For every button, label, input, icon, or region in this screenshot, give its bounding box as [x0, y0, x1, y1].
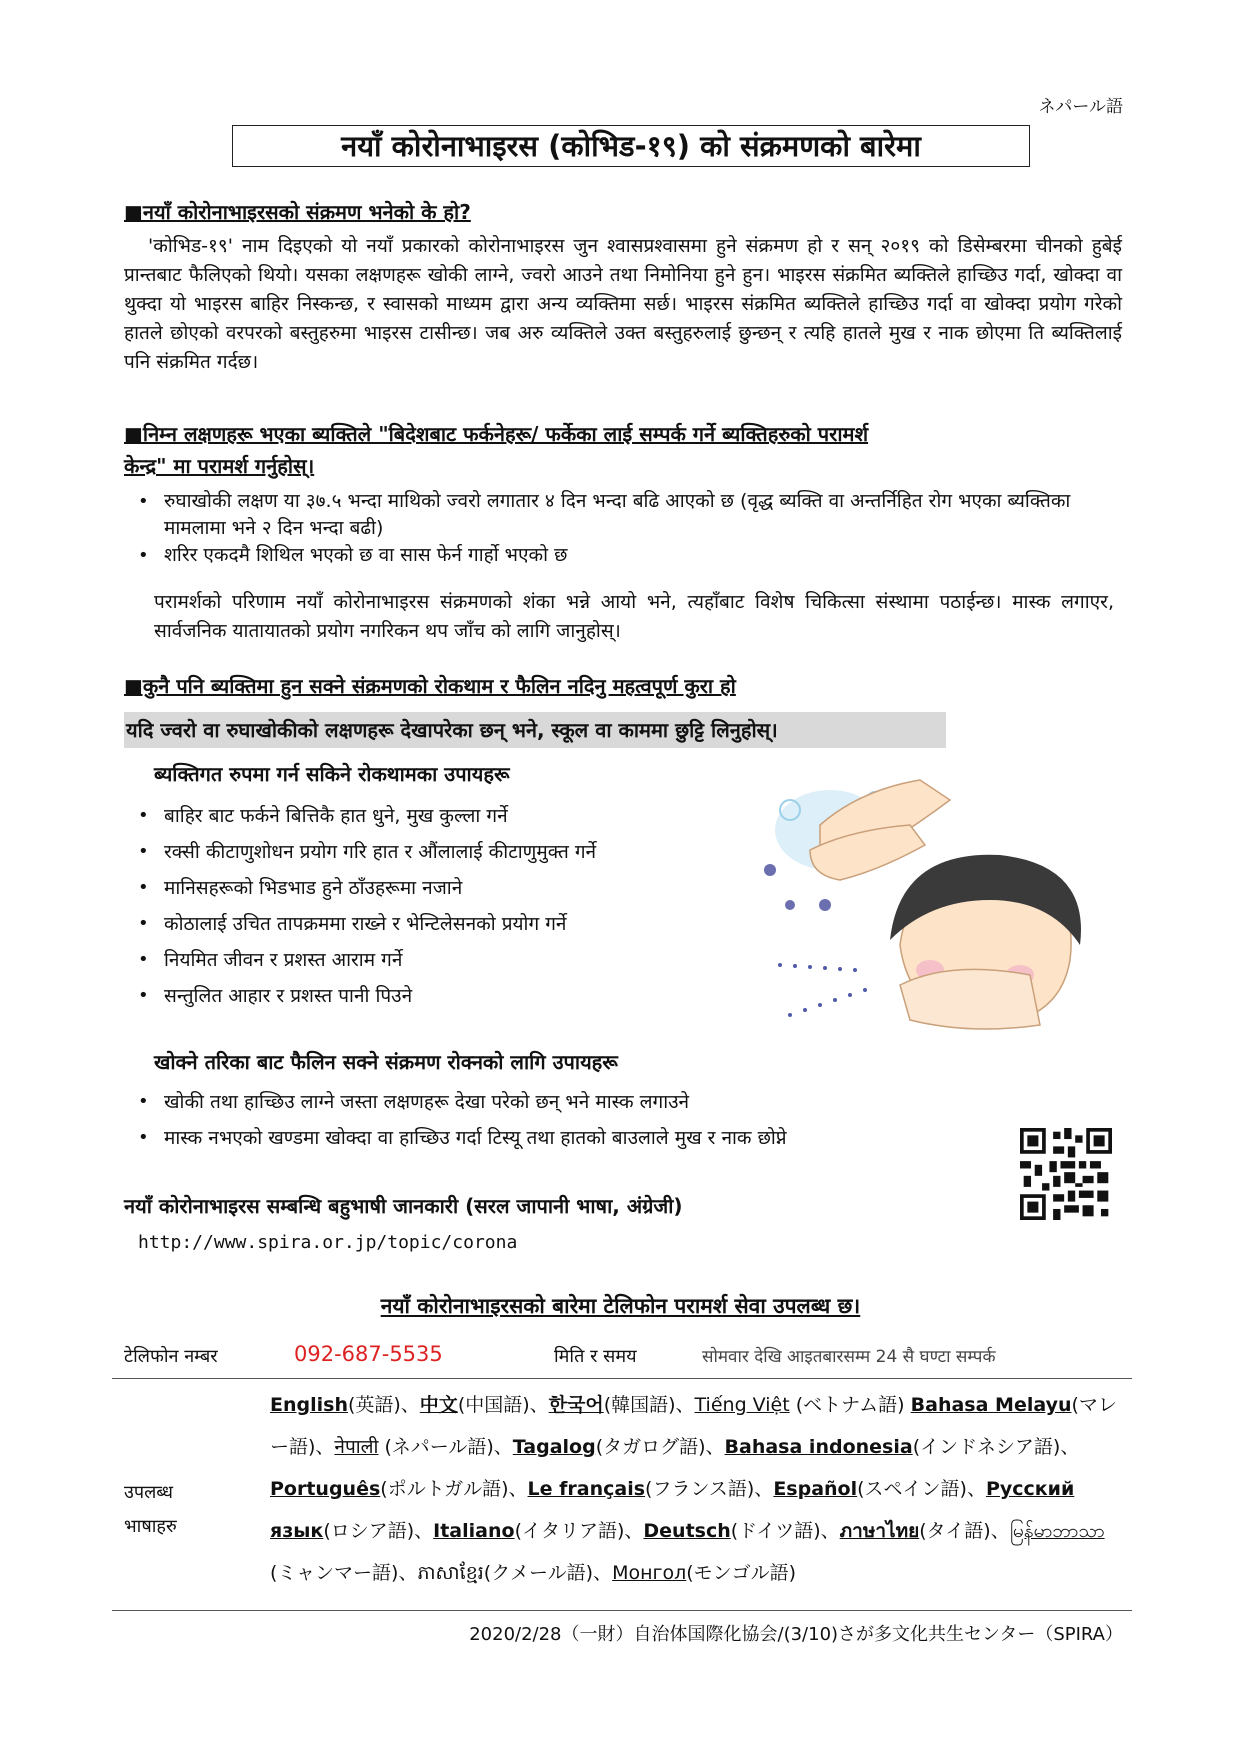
language-link[interactable]: Português	[270, 1478, 381, 1500]
phone-consult-title: नयाँ कोरोनाभाइरसको बारेमा टेलिफोन परामर्श सेवा उपलब्ध छ।	[380, 1294, 861, 1318]
language-japanese-name: (ポルトガル語)、	[380, 1478, 528, 1500]
personal-measures-title: ब्यक्तिगत रुपमा गर्न सकिने रोकथामका उपायहरू	[154, 762, 510, 786]
handwash-and-cough-illustration-icon	[750, 770, 1130, 1070]
section1-body: 'कोभिड-१९' नाम दिइएको यो नयाँ प्रकारको कोरोनाभाइरस जुन श्वासप्रश्वासमा हुने संक्रमण हो र सन् २०१९ को डिसेम्बरमा चीनको हुबेई प्रान्तबाट फैलिएको थियो। यसका लक्षणहरू खोकी लाग्ने, ज्वरो आउने तथा निमोनिया हुने हुन। भाइरस संक्रमित ब्यक्तिले हाच्छिउ गर्दा, खोक्दा वा थुक्दा यो भाइरस बाहिर निस्कन्छ, र स्वासको माध्यम द्वारा अन्य व्यक्तिमा सर्छ। भाइरस संक्रमित ब्यक्तिले हाच्छिउ गर्दा वा खोक्दा प्रयोग गरेको हातले छोएको वरपरको बस्तुहरुमा भाइरस टासीन्छ। जब अरु व्यक्तिले उक्त बस्तुहरुलाई छुन्छन् र त्यहि हातले मुख र नाक छोएमा ति ब्यक्तिलाई पनि संक्रमित गर्दछ।	[124, 235, 1122, 373]
list-item: • मानिसहरूको भिडभाड हुने ठाँउहरूमा नजाने	[124, 870, 744, 906]
list-item: • मास्क नभएको खण्डमा खोक्दा वा हाच्छिउ गर्दा टिस्यू तथा हातको बाउलाले मुख र नाक छोप्ने	[124, 1120, 1024, 1156]
language-tag: ネパール語	[1038, 97, 1123, 117]
language-japanese-name: (英語)、	[347, 1394, 420, 1416]
language-japanese-name: (ネパール語)、	[378, 1436, 513, 1458]
qr-code-icon[interactable]	[1020, 1128, 1112, 1220]
language-link[interactable]: 中文	[419, 1394, 458, 1416]
language-japanese-name: (クメール語)、	[483, 1562, 613, 1584]
section2-bullets	[124, 488, 1122, 569]
cough-measures-title: खोक्ने तरिका बाट फैलिन सक्ने संक्रमण रोक्नको लागि उपायहरू	[154, 1050, 618, 1074]
available-languages-list	[270, 1384, 1130, 1594]
multilang-info-title: नयाँ कोरोनाभाइरस सम्बन्धि बहुभाषी जानकारी (सरल जापानी भाषा, अंग्रेजी)	[124, 1194, 683, 1218]
list-item: • रक्सी कीटाणुशोधन प्रयोग गरि हात र औंलालाई कीटाणुमुक्त गर्ने	[124, 834, 744, 870]
divider	[112, 1610, 1132, 1611]
language-link[interactable]: ភាសាខ្មែរ	[417, 1562, 484, 1584]
list-item: • रुघाखोकी लक्षण या ३७.५ भन्दा माथिको ज्वरो लगातार ४ दिन भन्दा बढि आएको छ (वृद्ध ब्यक्ति वा अन्तर्निहित रोग भएका ब्यक्तिका मामलामा भने २ दिन भन्दा बढी)	[124, 488, 1122, 542]
language-link[interactable]: Le français	[527, 1478, 646, 1500]
section1-heading: ■नयाँ कोरोनाभाइरसको संक्रमण भनेको के हो?	[124, 200, 471, 224]
phone-number[interactable]: 092-687-5535	[294, 1342, 443, 1366]
language-link[interactable]: Bahasa indonesia	[724, 1436, 913, 1458]
multilang-info-link[interactable]: http://www.spira.or.jp/topic/corona	[138, 1232, 518, 1253]
list-item: • सन्तुलित आहार र प्रशस्त पानी पिउने	[124, 978, 744, 1014]
language-japanese-name: (ミャンマー語)、	[270, 1562, 418, 1584]
language-link[interactable]: Español	[773, 1478, 858, 1500]
language-japanese-name: (インドネシア語)、	[912, 1436, 1080, 1458]
language-link[interactable]: ภาษาไทย	[839, 1520, 920, 1542]
language-link[interactable]: Tagalog	[512, 1436, 596, 1458]
language-japanese-name: (韓国語)、	[603, 1394, 695, 1416]
datetime-value: सोमवार देखि आइतबारसम्म 24 सै घण्टा सम्पर्क	[702, 1347, 996, 1367]
language-link[interactable]: Tiếng Việt	[694, 1394, 790, 1416]
list-item: • खोकी तथा हाच्छिउ लाग्ने जस्ता लक्षणहरू देखा परेको छन् भने मास्क लगाउने	[124, 1084, 1024, 1120]
list-item: • नियमित जीवन र प्रशस्त आराम गर्ने	[124, 942, 744, 978]
language-link[interactable]: 한국어	[548, 1394, 604, 1416]
language-link[interactable]: Русский язык	[270, 1478, 1075, 1542]
phone-row	[124, 1336, 1134, 1376]
cough-measures-list	[124, 1084, 1024, 1156]
language-link[interactable]: Italiano	[433, 1520, 515, 1542]
language-japanese-name: (中国語)、	[457, 1394, 549, 1416]
available-languages-label: उपलब्ध भाषाहरु	[124, 1482, 177, 1537]
language-japanese-name: (ドイツ語)、	[730, 1520, 840, 1542]
stay-home-notice: यदि ज्वरो वा रुघाखोकीको लक्षणहरू देखापरेका छन् भने, स्कूल वा काममा छुट्टि लिनुहोस्।	[124, 712, 946, 748]
page-title: नयाँ कोरोनाभाइरस (कोभिड-१९) को संक्रमणको बारेमा	[232, 125, 1030, 167]
language-japanese-name: (モンゴル語)	[686, 1562, 797, 1584]
list-item: • कोठालाई उचित तापक्रममा राख्ने र भेन्टिलेसनको प्रयोग गर्ने	[124, 906, 744, 942]
personal-measures-list	[124, 798, 744, 1014]
list-item: • शरिर एकदमै शिथिल भएको छ वा सास फेर्न गार्हो भएको छ	[124, 542, 1122, 569]
language-japanese-name: (フランス語)、	[645, 1478, 774, 1500]
divider	[112, 1378, 1132, 1379]
footer-credit: 2020/2/28（一財）自治体国際化協会/(3/10)さが多文化共生センター（SPIRA）	[469, 1624, 1123, 1645]
list-item: • बाहिर बाट फर्कने बित्तिकै हात धुने, मुख कुल्ला गर्ने	[124, 798, 744, 834]
language-japanese-name: (ロシア語)、	[323, 1520, 434, 1542]
section2-heading: ■निम्न लक्षणहरू भएका ब्यक्तिले "बिदेशबाट फर्कनेहरू/ फर्केका लाई सम्पर्क गर्ने ब्यक्तिहरुको परामर्श केन्द्र" मा परामर्श गर्नुहोस्।	[124, 422, 869, 478]
language-japanese-name: (イタリア語)、	[514, 1520, 644, 1542]
phone-number-label: टेलिफोन नम्बर	[124, 1346, 218, 1367]
language-japanese-name: (タイ語)、	[919, 1520, 1010, 1542]
language-japanese-name: (スペイン語)、	[857, 1478, 986, 1500]
datetime-label: मिति र समय	[554, 1346, 637, 1367]
language-link[interactable]: Bahasa Melayu	[910, 1394, 1072, 1416]
language-link[interactable]: မြန်မာဘာသာ	[1009, 1520, 1105, 1542]
language-japanese-name: (マレー語)、	[270, 1394, 1117, 1458]
language-japanese-name: (タガログ語)、	[595, 1436, 725, 1458]
language-link[interactable]: English	[270, 1394, 348, 1416]
language-link[interactable]: Deutsch	[643, 1520, 731, 1542]
section2-after: परामर्शको परिणाम नयाँ कोरोनाभाइरस संक्रमणको शंका भन्ने आयो भने, त्यहाँबाट विशेष चिकित्सा संस्थामा पठाईन्छ। मास्क लगाएर, सार्वजनिक यातायातको प्रयोग नगरिकन थप जाँच को लागि जानुहोस्।	[154, 591, 1114, 642]
language-japanese-name: (ベトナム語)	[789, 1394, 911, 1416]
language-link[interactable]: नेपाली	[334, 1436, 379, 1458]
section3-heading: ■कुनै पनि ब्यक्तिमा हुन सक्ने संक्रमणको रोकथाम र फैलिन नदिनु महत्वपूर्ण कुरा हो	[124, 674, 736, 698]
language-link[interactable]: Монгол	[612, 1562, 687, 1584]
